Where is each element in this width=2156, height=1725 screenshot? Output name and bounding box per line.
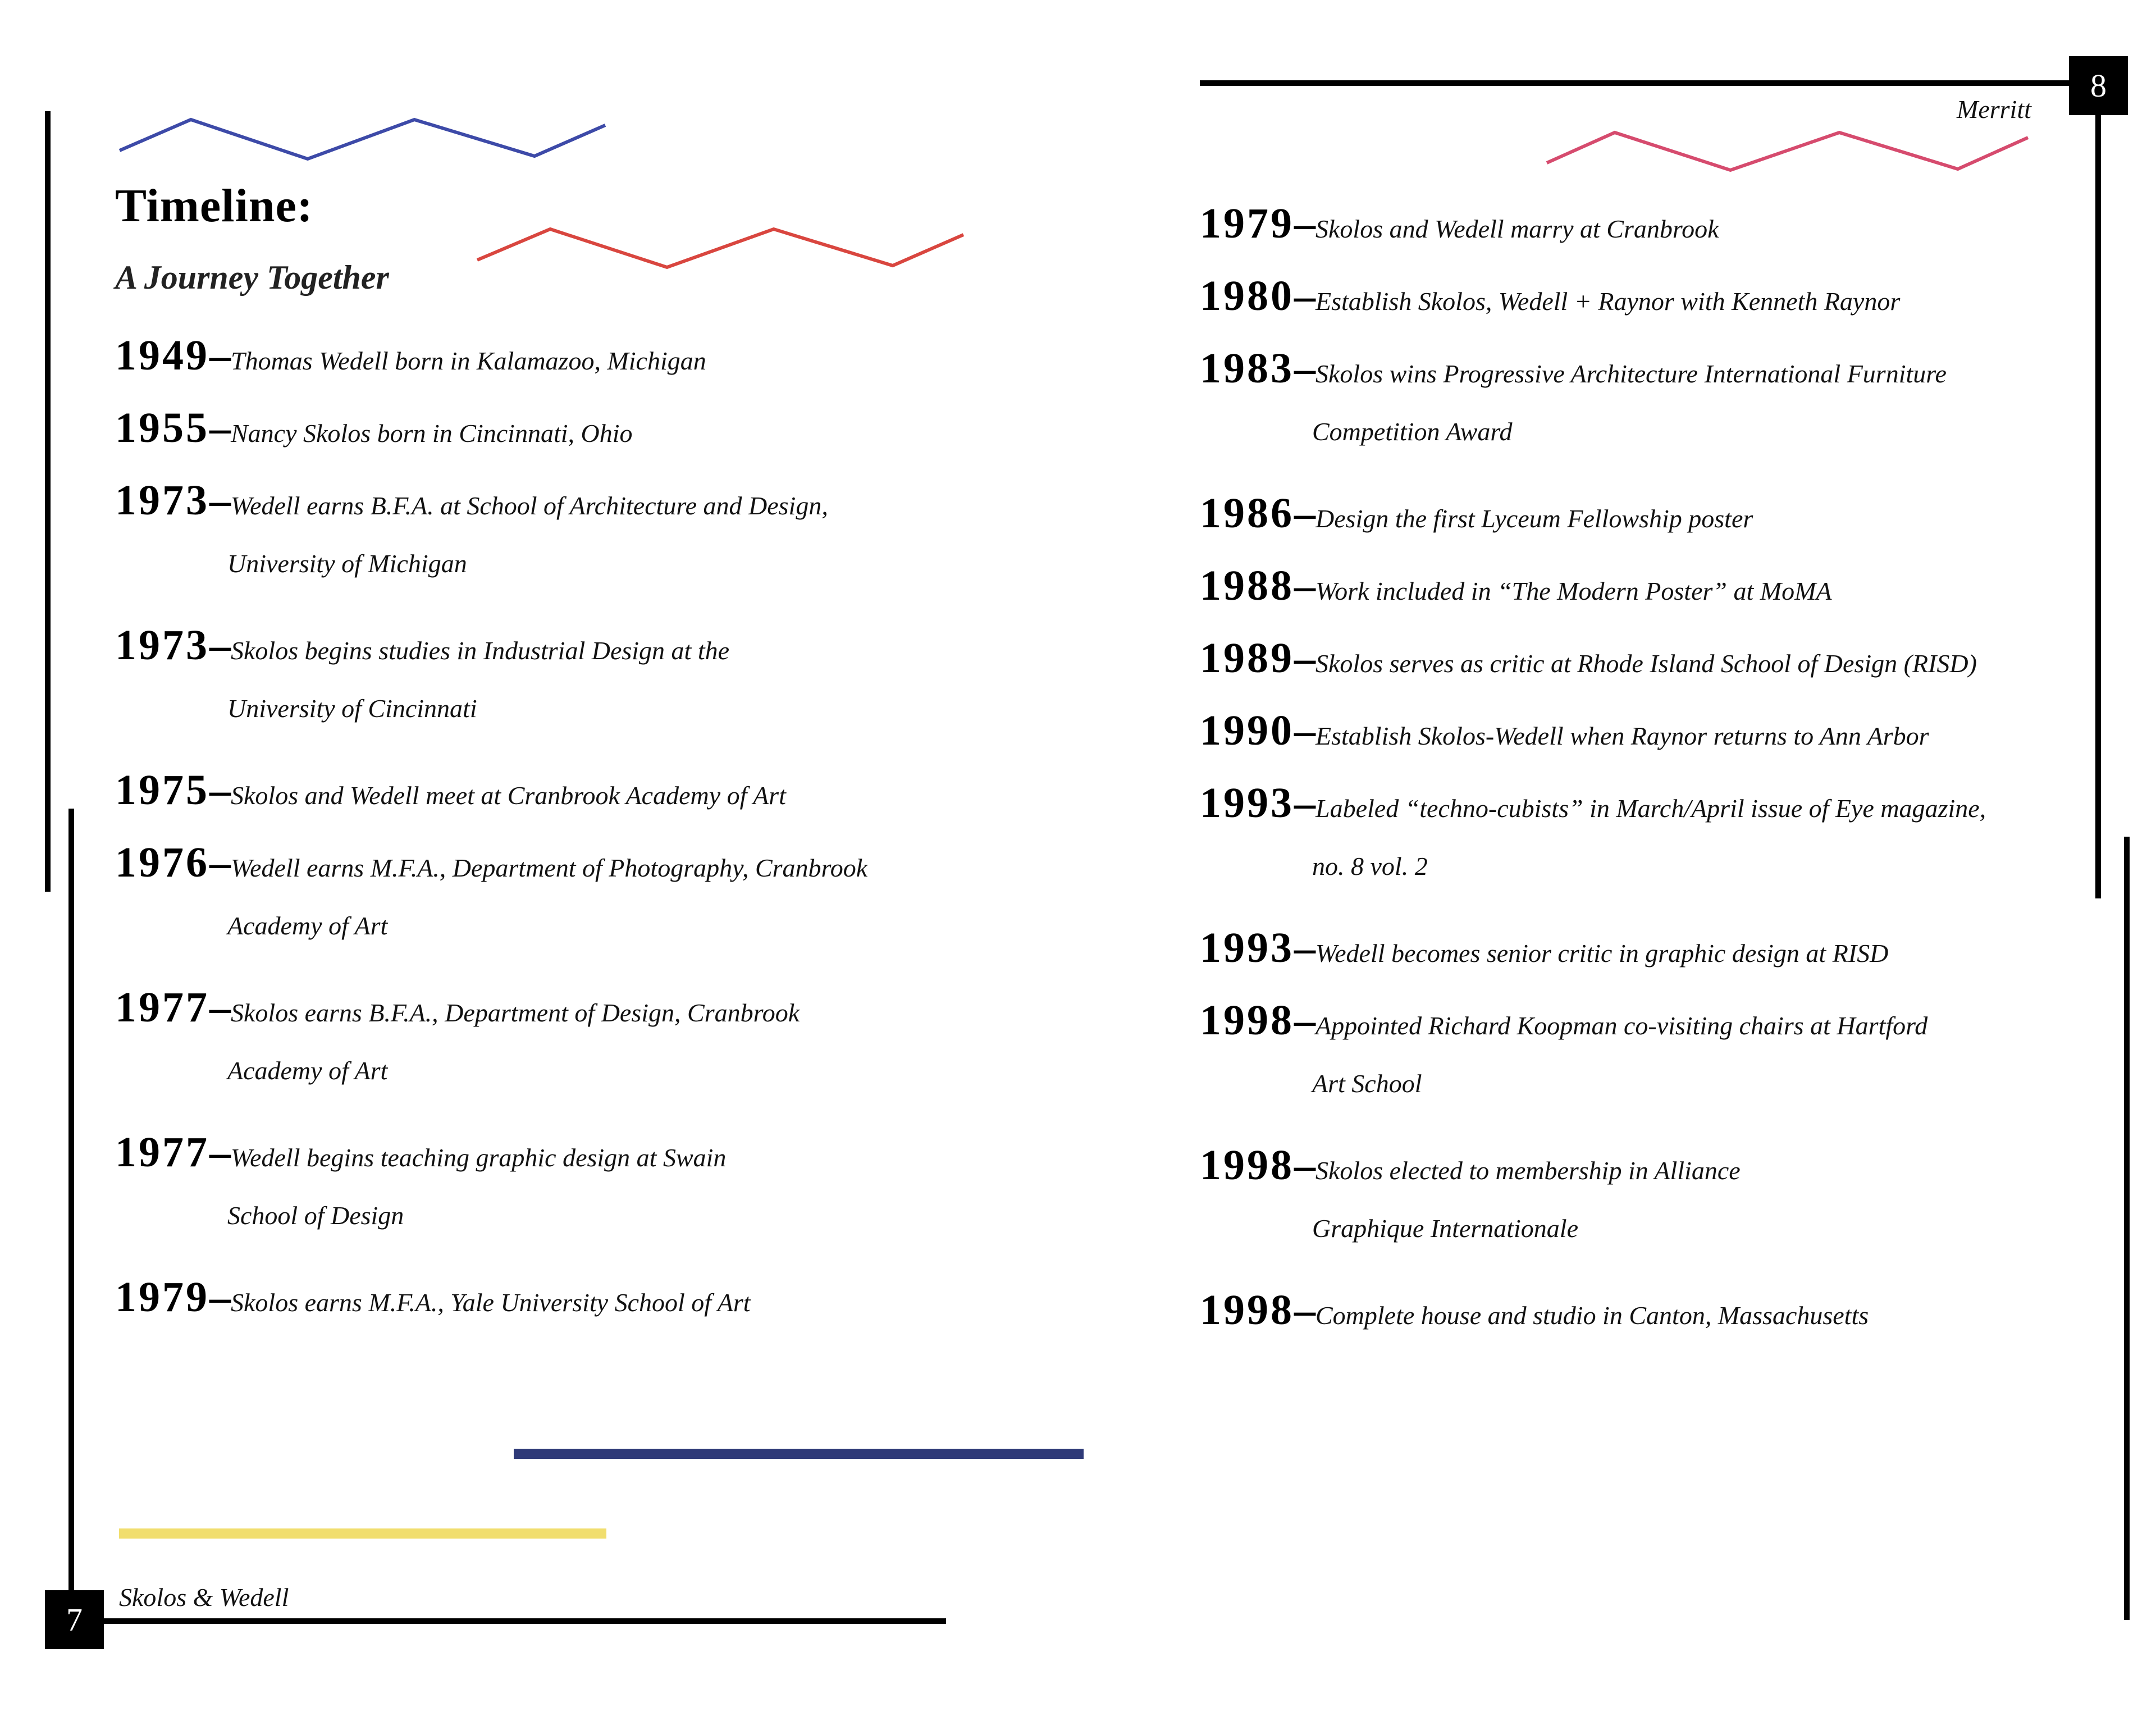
timeline-entry bbox=[1200, 272, 2121, 344]
timeline-entry bbox=[1200, 634, 2121, 706]
timeline-dash: – bbox=[209, 1274, 231, 1321]
page-title: Timeline: bbox=[115, 180, 313, 232]
timeline-dash: – bbox=[1294, 1286, 1315, 1334]
timeline-entry-line bbox=[1200, 1286, 2121, 1358]
timeline-dash: – bbox=[1294, 707, 1315, 754]
timeline-year: 1977 bbox=[115, 1129, 209, 1176]
timeline-entry-line bbox=[115, 983, 1070, 1056]
blue-zigzag-path bbox=[120, 120, 605, 159]
left-running-head: Skolos & Wedell bbox=[119, 1583, 289, 1612]
timeline-entry bbox=[115, 331, 1070, 404]
timeline-entry-line bbox=[1200, 706, 2121, 779]
timeline-year: 1949 bbox=[115, 332, 209, 379]
timeline-description: Skolos and Wedell marry at Cranbrook bbox=[1315, 215, 1719, 243]
timeline-year: 1990 bbox=[1200, 707, 1294, 754]
timeline-entry bbox=[115, 476, 1070, 621]
timeline-entry-line bbox=[115, 404, 1070, 476]
timeline-dash: – bbox=[209, 477, 231, 524]
timeline-description-continued: no. 8 vol. 2 bbox=[1312, 852, 1428, 880]
timeline-entry-line bbox=[115, 1128, 1070, 1201]
left-inner-vertical-rule bbox=[68, 809, 74, 1623]
timeline-year: 1975 bbox=[115, 766, 209, 814]
timeline-description: Establish Skolos, Wedell + Raynor with Kenneth Raynor bbox=[1315, 287, 1901, 316]
timeline-entry-line bbox=[1200, 779, 2121, 851]
timeline-dash: – bbox=[209, 622, 231, 669]
timeline-entry-line bbox=[115, 621, 1070, 693]
right-page-number: 8 bbox=[2069, 56, 2128, 115]
timeline-entry bbox=[1200, 706, 2121, 779]
timeline-description: Design the first Lyceum Fellowship poster bbox=[1315, 504, 1753, 533]
left-outer-vertical-rule bbox=[45, 111, 51, 892]
timeline-entry bbox=[115, 404, 1070, 476]
timeline-year: 1993 bbox=[1200, 779, 1294, 827]
timeline-description: Skolos serves as critic at Rhode Island School of Design (RISD) bbox=[1315, 649, 1977, 678]
timeline-description-continued: Competition Award bbox=[1312, 417, 1513, 446]
timeline-dash: – bbox=[1294, 1142, 1315, 1189]
timeline-description: Work included in “The Modern Poster” at MoMA bbox=[1315, 577, 1832, 605]
timeline-dash: – bbox=[209, 1129, 231, 1176]
timeline-description-continued: University of Michigan bbox=[227, 549, 467, 578]
right-running-head: Merritt bbox=[1957, 95, 2031, 124]
timeline-year: 1980 bbox=[1200, 272, 1294, 320]
timeline-dash: – bbox=[209, 332, 231, 379]
timeline-dash: – bbox=[1294, 200, 1315, 247]
timeline-description: Skolos earns M.F.A., Yale University School of Art bbox=[231, 1288, 751, 1317]
timeline-description: Skolos begins studies in Industrial Design at the bbox=[231, 636, 730, 665]
timeline-entry bbox=[1200, 562, 2121, 634]
timeline-description: Wedell earns M.F.A., Department of Photography, Cranbrook bbox=[231, 854, 868, 882]
timeline-entry-line bbox=[115, 766, 1070, 838]
timeline-entry-line bbox=[1200, 996, 2121, 1069]
timeline-description: Thomas Wedell born in Kalamazoo, Michigan bbox=[231, 346, 706, 375]
timeline-year: 1955 bbox=[115, 404, 209, 451]
timeline-year: 1998 bbox=[1200, 1142, 1294, 1189]
right-timeline bbox=[1200, 199, 2121, 1358]
timeline-entry bbox=[115, 983, 1070, 1128]
right-header-rule bbox=[1200, 80, 2069, 86]
timeline-description: Skolos elected to membership in Alliance bbox=[1315, 1156, 1741, 1185]
timeline-entry bbox=[1200, 779, 2121, 924]
timeline-description: Skolos and Wedell meet at Cranbrook Academy of Art bbox=[231, 781, 786, 810]
timeline-entry-line bbox=[115, 476, 1070, 549]
timeline-year: 1998 bbox=[1200, 997, 1294, 1044]
timeline-description: Wedell begins teaching graphic design at Swain bbox=[231, 1143, 727, 1172]
timeline-entry-line bbox=[115, 331, 1070, 404]
timeline-entry bbox=[1200, 489, 2121, 562]
timeline-entry-line bbox=[115, 1273, 1070, 1345]
timeline-entry-line bbox=[115, 838, 1070, 911]
timeline-entry bbox=[115, 838, 1070, 983]
timeline-description-continued: Art School bbox=[1312, 1069, 1422, 1098]
timeline-dash: – bbox=[1294, 997, 1315, 1044]
timeline-dash: – bbox=[209, 839, 231, 886]
timeline-description: Nancy Skolos born in Cincinnati, Ohio bbox=[231, 419, 633, 448]
timeline-entry bbox=[115, 1128, 1070, 1273]
timeline-year: 1976 bbox=[115, 839, 209, 886]
timeline-entry bbox=[1200, 996, 2121, 1141]
timeline-dash: – bbox=[1294, 272, 1315, 320]
timeline-year: 1998 bbox=[1200, 1286, 1294, 1334]
timeline-entry-line bbox=[1200, 1141, 2121, 1213]
timeline-dash: – bbox=[209, 404, 231, 451]
timeline-year: 1977 bbox=[115, 984, 209, 1031]
timeline-description-continued: Graphique Internationale bbox=[1312, 1214, 1578, 1243]
timeline-dash: – bbox=[1294, 779, 1315, 827]
left-page-number: 7 bbox=[45, 1590, 104, 1649]
timeline-year: 1979 bbox=[115, 1274, 209, 1321]
timeline-entry-line bbox=[1200, 199, 2121, 272]
left-footer-rule bbox=[104, 1618, 946, 1624]
timeline-year: 1979 bbox=[1200, 200, 1294, 247]
navy-color-band bbox=[514, 1449, 1084, 1459]
timeline-description: Wedell earns B.F.A. at School of Architecture and Design, bbox=[231, 491, 828, 520]
timeline-description: Skolos earns B.F.A., Department of Design, Cranbrook bbox=[231, 998, 800, 1027]
timeline-description-continued: School of Design bbox=[227, 1201, 404, 1230]
timeline-dash: – bbox=[1294, 562, 1315, 609]
timeline-description-continued: Academy of Art bbox=[227, 911, 388, 940]
timeline-dash: – bbox=[209, 984, 231, 1031]
timeline-description-continued: University of Cincinnati bbox=[227, 694, 477, 723]
timeline-description: Skolos wins Progressive Architecture International Furniture bbox=[1315, 359, 1947, 388]
timeline-entry bbox=[1200, 1141, 2121, 1286]
timeline-entry-line bbox=[1200, 634, 2121, 706]
right-outer-vertical-rule bbox=[2124, 837, 2130, 1620]
timeline-entry bbox=[1200, 924, 2121, 996]
timeline-entry-line bbox=[1200, 344, 2121, 417]
timeline-description: Complete house and studio in Canton, Massachusetts bbox=[1315, 1301, 1869, 1330]
timeline-description-continued: Academy of Art bbox=[227, 1056, 388, 1085]
timeline-entry-line bbox=[1200, 489, 2121, 562]
timeline-dash: – bbox=[1294, 924, 1315, 971]
timeline-description: Labeled “techno-cubists” in March/April issue of Eye magazine, bbox=[1315, 794, 1986, 823]
timeline-entry bbox=[1200, 1286, 2121, 1358]
timeline-dash: – bbox=[209, 766, 231, 814]
pink-zigzag-path bbox=[1547, 133, 2028, 170]
timeline-entry-line bbox=[1200, 272, 2121, 344]
timeline-year: 1988 bbox=[1200, 562, 1294, 609]
timeline-description: Appointed Richard Koopman co-visiting chairs at Hartford bbox=[1315, 1011, 1928, 1040]
timeline-entry bbox=[1200, 199, 2121, 272]
timeline-year: 1983 bbox=[1200, 345, 1294, 392]
red-zigzag-path bbox=[477, 229, 963, 267]
timeline-entry-line bbox=[1200, 562, 2121, 634]
timeline-description: Establish Skolos-Wedell when Raynor returns to Ann Arbor bbox=[1315, 722, 1929, 750]
left-timeline bbox=[115, 331, 1070, 1345]
timeline-entry bbox=[115, 621, 1070, 766]
timeline-year: 1973 bbox=[115, 477, 209, 524]
timeline-dash: – bbox=[1294, 490, 1315, 537]
yellow-color-band bbox=[119, 1528, 606, 1539]
timeline-entry bbox=[115, 1273, 1070, 1345]
timeline-description: Wedell becomes senior critic in graphic design at RISD bbox=[1315, 939, 1889, 968]
timeline-entry-line bbox=[1200, 924, 2121, 996]
timeline-year: 1986 bbox=[1200, 490, 1294, 537]
timeline-year: 1973 bbox=[115, 622, 209, 669]
timeline-year: 1989 bbox=[1200, 635, 1294, 682]
timeline-dash: – bbox=[1294, 345, 1315, 392]
page-subtitle: A Journey Together bbox=[115, 259, 389, 296]
timeline-year: 1993 bbox=[1200, 924, 1294, 971]
timeline-dash: – bbox=[1294, 635, 1315, 682]
timeline-entry bbox=[1200, 344, 2121, 489]
timeline-entry bbox=[115, 766, 1070, 838]
